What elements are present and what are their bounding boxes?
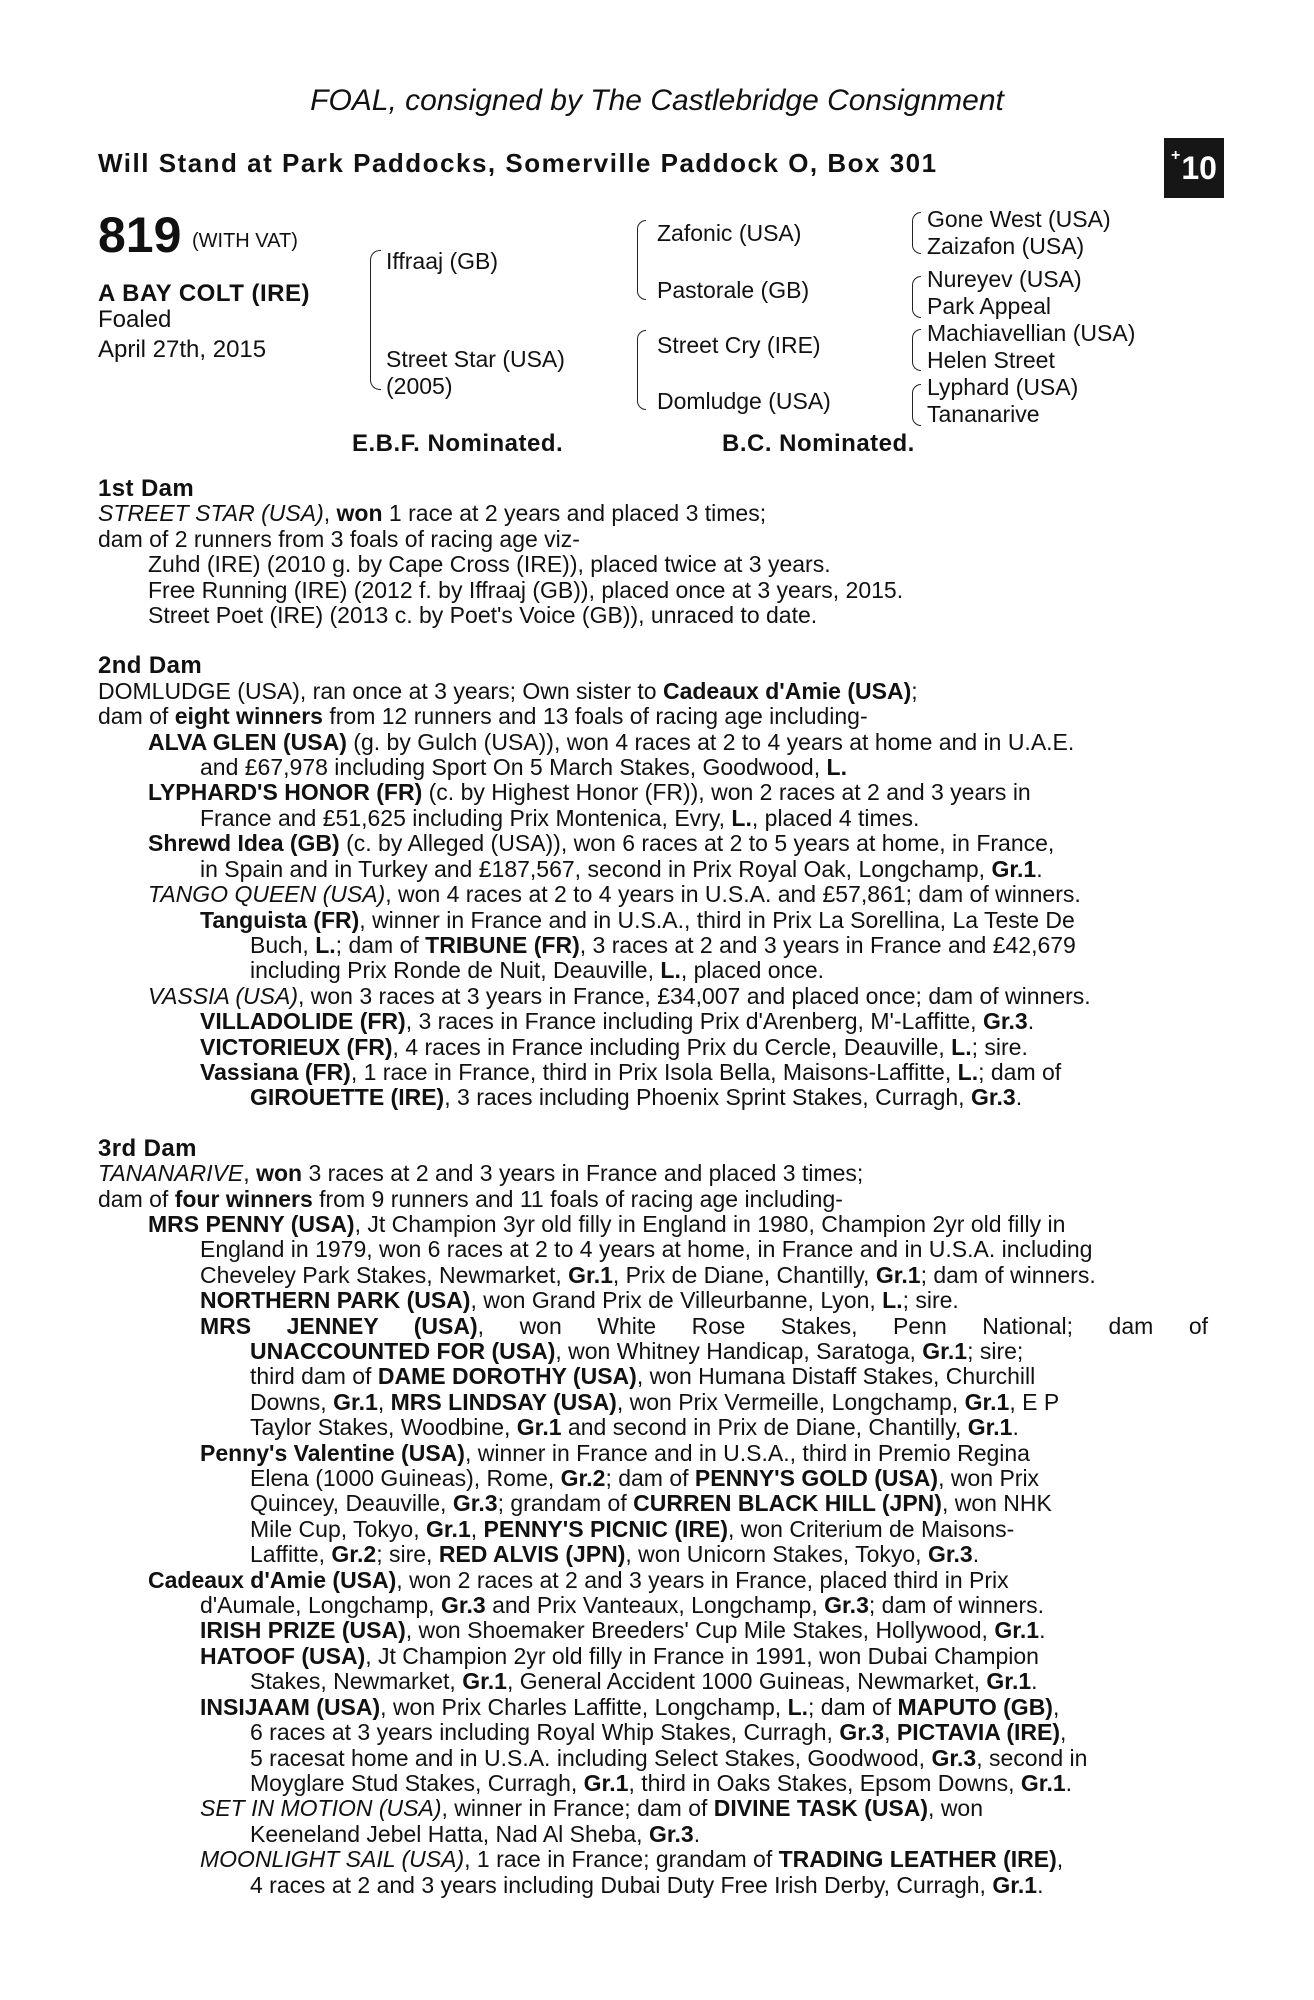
foaled-label: Foaled [98, 306, 172, 333]
stand-location: Will Stand at Park Paddocks, Somerville Paddock O, Box 301 [98, 148, 938, 178]
third-dam-line: England in 1979, won 6 races at 2 to 4 years at home, in France and in U.S.A. including [200, 1236, 1093, 1263]
third-dam-line: MOONLIGHT SAIL (USA), 1 race in France; grandam of TRADING LEATHER (IRE), [200, 1846, 1064, 1873]
third-dam-line: Cheveley Park Stakes, Newmarket, Gr.1, Prix de Diane, Chantilly, Gr.1; dam of winners. [200, 1261, 1096, 1288]
third-dam-line: dam of four winners from 9 runners and 11 foals of racing age including- [98, 1185, 843, 1212]
first-dam-line: dam of 2 runners from 3 foals of racing age viz- [98, 525, 580, 552]
first-dam-produce: Zuhd (IRE) (2010 g. by Cape Cross (IRE)), placed twice at 3 years. [148, 551, 831, 578]
third-dam-line: INSIJAAM (USA), won Prix Charles Laffitte, Longchamp, L.; dam of MAPUTO (GB), [200, 1693, 1060, 1720]
second-dam-line: DOMLUDGE (USA), ran once at 3 years; Own sister to Cadeaux d'Amie (USA); [98, 677, 918, 704]
family-notes [98, 476, 1208, 1898]
foaled-date: April 27th, 2015 [98, 336, 267, 363]
sire: Iffraaj (GB) [386, 248, 499, 274]
first-dam-produce: Street Poet (IRE) (2013 c. by Poet's Voice (GB)), unraced to date. [148, 602, 818, 629]
ebf-nomination: E.B.F. Nominated. [352, 430, 564, 457]
third-dam-line: Cadeaux d'Amie (USA), won 2 races at 2 and 3 years in France, placed third in Prix [148, 1566, 1009, 1593]
bc-nomination: B.C. Nominated. [722, 430, 915, 457]
lot-number: 819 [98, 207, 182, 263]
second-dam-line: Buch, L.; dam of TRIBUNE (FR), 3 races at 2 and 3 years in France and £42,679 [250, 931, 1076, 958]
dam-sire-dam: Helen Street [927, 347, 1055, 373]
first-dam-heading: 1st Dam [98, 475, 195, 502]
consignor-line: FOAL, consigned by The Castlebridge Consignment [310, 84, 1004, 117]
brace-dam [637, 330, 646, 410]
dam-dam: Domludge (USA) [657, 388, 831, 414]
badge-plus: + [1171, 147, 1181, 164]
badge-number: 10 [1181, 149, 1217, 186]
second-dam-line: Tanguista (FR), winner in France and in U.S.A., third in Prix La Sorellina, La Teste De [200, 906, 1075, 933]
sire-dam-dam: Park Appeal [927, 293, 1052, 319]
sire-dam: Pastorale (GB) [657, 277, 810, 303]
third-dam-line: 5 racesat home and in U.S.A. including Select Stakes, Goodwood, Gr.3, second in [250, 1744, 1088, 1771]
second-dam-line: including Prix Ronde de Nuit, Deauville, L., placed once. [250, 957, 825, 984]
dam-dam-dam: Tananarive [927, 401, 1040, 427]
dam-name: Street Star (USA) [386, 346, 565, 372]
brace-ds [912, 329, 921, 371]
second-dam-line: ALVA GLEN (USA) (g. by Gulch (USA)), won 4 races at 2 to 4 years at home and in U.A.E. [148, 728, 1075, 755]
dam-sire-sire: Machiavellian (USA) [927, 320, 1136, 346]
second-dam-line: TANGO QUEEN (USA), won 4 races at 2 to 4 years in U.S.A. and £57,861; dam of winners. [148, 881, 1081, 908]
third-dam-line: TANANARIVE, won 3 races at 2 and 3 years in France and placed 3 times; [98, 1160, 864, 1187]
brace-sd [912, 276, 921, 318]
second-dam-line: Shrewd Idea (GB) (c. by Alleged (USA)), won 6 races at 2 to 5 years at home, in France, [148, 830, 1055, 857]
third-dam-line: MRS JENNEY (USA), won White Rose Stakes, Penn National; dam of [200, 1312, 1209, 1339]
sire-sire: Zafonic (USA) [657, 220, 802, 246]
brace-main [370, 250, 381, 390]
sire-dam-sire: Nureyev (USA) [927, 266, 1082, 292]
brace-dd [912, 384, 921, 426]
lot-title: A BAY COLT (IRE) [98, 280, 311, 307]
first-dam-line: STREET STAR (USA), won 1 race at 2 years and placed 3 times; [98, 500, 767, 527]
third-dam-line: d'Aumale, Longchamp, Gr.3 and Prix Vanteaux, Longchamp, Gr.3; dam of winners. [200, 1592, 1045, 1619]
dam-year: (2005) [386, 373, 453, 399]
third-dam-line: IRISH PRIZE (USA), won Shoemaker Breeders' Cup Mile Stakes, Hollywood, Gr.1. [200, 1617, 1046, 1644]
second-dam-line: LYPHARD'S HONOR (FR) (c. by Highest Honor (FR)), won 2 races at 2 and 3 years in [148, 779, 1031, 806]
dam-dam-sire: Lyphard (USA) [927, 374, 1079, 400]
second-dam-line: Vassiana (FR), 1 race in France, third in Prix Isola Bella, Maisons-Laffitte, L.; dam of [200, 1058, 1062, 1085]
second-dam-line: and £67,978 including Sport On 5 March Stakes, Goodwood, L. [200, 754, 847, 781]
third-dam-line: Stakes, Newmarket, Gr.1, General Accident 1000 Guineas, Newmarket, Gr.1. [250, 1668, 1038, 1695]
page-badge [1164, 138, 1224, 198]
second-dam-line: GIROUETTE (IRE), 3 races including Phoenix Sprint Stakes, Curragh, Gr.3. [250, 1084, 1023, 1111]
third-dam-line: Downs, Gr.1, MRS LINDSAY (USA), won Prix Vermeille, Longchamp, Gr.1, E P [250, 1388, 1060, 1415]
third-dam-line: SET IN MOTION (USA), winner in France; dam of DIVINE TASK (USA), won [200, 1795, 984, 1822]
third-dam-line: HATOOF (USA), Jt Champion 2yr old filly in France in 1991, won Dubai Champion [200, 1642, 1039, 1669]
second-dam-line: France and £51,625 including Prix Montenica, Evry, L., placed 4 times. [200, 804, 920, 831]
third-dam-line: Laffitte, Gr.2; sire, RED ALVIS (JPN), won Unicorn Stakes, Tokyo, Gr.3. [250, 1541, 980, 1568]
brace-sire [637, 220, 646, 300]
third-dam-line: MRS PENNY (USA), Jt Champion 3yr old filly in England in 1980, Champion 2yr old filly in [148, 1210, 1066, 1237]
third-dam-line: Keeneland Jebel Hatta, Nad Al Sheba, Gr.3. [250, 1820, 701, 1847]
second-dam-line: in Spain and in Turkey and £187,567, second in Prix Royal Oak, Longchamp, Gr.1. [200, 855, 1043, 882]
first-dam-produce: Free Running (IRE) (2012 f. by Iffraaj (GB)), placed once at 3 years, 2015. [148, 576, 904, 603]
second-dam-line: VASSIA (USA), won 3 races at 3 years in France, £34,007 and placed once; dam of winners. [148, 982, 1091, 1009]
third-dam-line: Penny's Valentine (USA), winner in France and in U.S.A., third in Premio Regina [200, 1439, 1030, 1466]
third-dam-line: Mile Cup, Tokyo, Gr.1, PENNY'S PICNIC (IRE), won Criterium de Maisons- [250, 1515, 1015, 1542]
third-dam-line: 4 races at 2 and 3 years including Dubai Duty Free Irish Derby, Curragh, Gr.1. [250, 1871, 1044, 1898]
second-dam-heading: 2nd Dam [98, 652, 203, 680]
third-dam-line: Quincey, Deauville, Gr.3; grandam of CURREN BLACK HILL (JPN), won NHK [250, 1490, 1052, 1517]
third-dam-heading: 3rd Dam [98, 1134, 197, 1162]
third-dam-line: Moyglare Stud Stakes, Curragh, Gr.1, third in Oaks Stakes, Epsom Downs, Gr.1. [250, 1769, 1073, 1796]
third-dam-line: NORTHERN PARK (USA), won Grand Prix de Villeurbanne, Lyon, L.; sire. [200, 1287, 959, 1314]
third-dam-line: Elena (1000 Guineas), Rome, Gr.2; dam of PENNY'S GOLD (USA), won Prix [250, 1465, 1040, 1492]
vat-note: (WITH VAT) [192, 230, 298, 252]
third-dam-line: third dam of DAME DOROTHY (USA), won Humana Distaff Stakes, Churchill [250, 1363, 1036, 1390]
sire-sire-dam: Zaizafon (USA) [927, 233, 1085, 259]
third-dam-line: Taylor Stakes, Woodbine, Gr.1 and second in Prix de Diane, Chantilly, Gr.1. [250, 1414, 1019, 1441]
second-dam-line: VILLADOLIDE (FR), 3 races in France including Prix d'Arenberg, M'-Laffitte, Gr.3. [200, 1008, 1035, 1035]
second-dam-line: dam of eight winners from 12 runners and 13 foals of racing age including- [98, 703, 868, 730]
sire-sire-sire: Gone West (USA) [927, 206, 1111, 232]
dam-sire: Street Cry (IRE) [657, 332, 821, 358]
second-dam-line: VICTORIEUX (FR), 4 races in France including Prix du Cercle, Deauville, L.; sire. [200, 1033, 1028, 1060]
foaled-info [98, 305, 266, 365]
brace-ss [912, 212, 921, 254]
third-dam-line: UNACCOUNTED FOR (USA), won Whitney Handicap, Saratoga, Gr.1; sire; [250, 1338, 1024, 1364]
third-dam-line: 6 races at 3 years including Royal Whip Stakes, Curragh, Gr.3, PICTAVIA (IRE), [250, 1719, 1067, 1746]
